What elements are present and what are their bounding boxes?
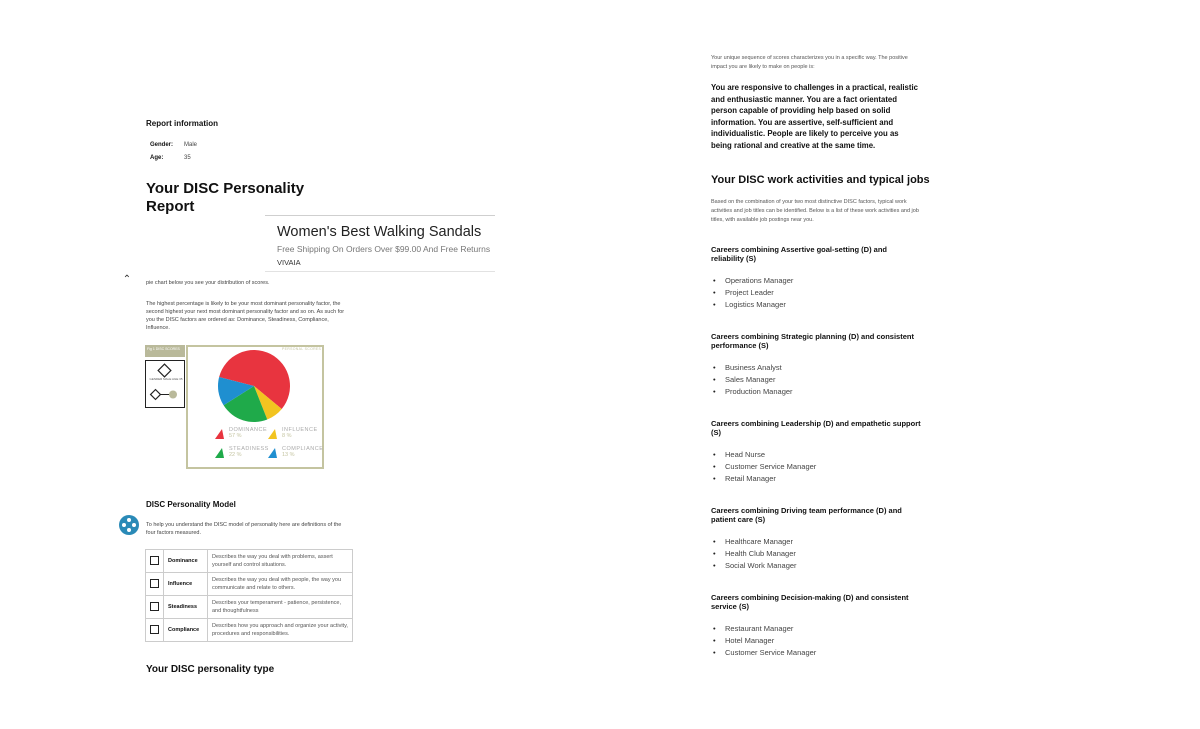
job-list <box>713 362 793 397</box>
ad-brand: VIVAIA <box>277 258 301 267</box>
legend-value: 8 % <box>282 433 292 439</box>
model-checkbox-cell <box>146 619 164 642</box>
job-item[interactable]: • Business Analyst <box>713 362 793 374</box>
chart-header: PERSONAL SCORES <box>282 347 322 351</box>
legend-label: STEADINESS <box>229 446 269 452</box>
dominant-factor-paragraph: The highest percentage is likely to be your most dominant personality factor, the second highest your next most dominant personality factor and so on. As such for you the DISC factors are ordered as: Dominance, Steadiness, Compliance, Influence. <box>146 301 345 331</box>
chevron-up-icon: ⌃ <box>122 274 132 285</box>
job-item[interactable]: • Hotel Manager <box>713 635 816 647</box>
job-item[interactable]: • Production Manager <box>713 386 793 398</box>
report-title: Your DISC Personality Report <box>146 180 305 215</box>
job-item[interactable]: • Project Leader <box>713 287 793 299</box>
job-item[interactable]: • Restaurant Manager <box>713 623 816 635</box>
gender-row <box>150 142 197 148</box>
job-item[interactable]: • Social Work Manager <box>713 560 797 572</box>
legend-value: 57 % <box>229 433 242 439</box>
model-intro: To help you understand the DISC model of personality here are definitions of the four factors measured. <box>146 522 342 536</box>
jobs-heading: Your DISC work activities and typical jobs <box>711 174 930 186</box>
legend-label: DOMINANCE <box>229 427 268 433</box>
jobs-intro: Based on the combination of your two most distinctive DISC factors, typical work activities and job titles can be identified. Below is a list of these work activities and job titles, with available job postings near you. <box>711 199 919 223</box>
career-heading: Careers combining Decision-making (D) and consistent service (S) <box>711 593 909 611</box>
model-factor-desc: Describes your temperament - patience, persistence, and thoughtfulness <box>208 596 353 619</box>
age-label: Age: <box>150 155 164 161</box>
job-item[interactable]: • Operations Manager <box>713 275 793 287</box>
job-item[interactable]: • Sales Manager <box>713 374 793 386</box>
model-factor-name: Steadiness <box>164 596 208 619</box>
model-factor-name: Dominance <box>164 550 208 573</box>
job-list <box>713 623 816 658</box>
career-heading: Careers combining Strategic planning (D) and consistent performance (S) <box>711 332 914 350</box>
legend-triangle-icon <box>266 447 278 459</box>
legend-label: COMPLIANCE <box>282 446 324 452</box>
legend-triangle-icon <box>213 447 225 459</box>
job-item[interactable]: • Healthcare Manager <box>713 536 797 548</box>
model-factor-desc: Describes the way you deal with people, the way you communicate and relate to others. <box>208 573 353 596</box>
model-title: DISC Personality Model <box>146 500 236 509</box>
model-row-compliance <box>146 619 353 642</box>
model-factor-name: Influence <box>164 573 208 596</box>
model-row-dominance <box>146 550 353 573</box>
impact-intro: Your unique sequence of scores characterizes you in a specific way. The positive impact you are likely to make on people is: <box>711 55 908 70</box>
checkbox-icon[interactable] <box>150 579 159 588</box>
age-row <box>150 155 191 161</box>
model-checkbox-cell <box>146 550 164 573</box>
disc-model-icon <box>118 514 140 536</box>
job-list <box>713 449 816 484</box>
distribution-paragraph: pie chart below you see your distribution of scores. <box>146 280 270 286</box>
model-factor-desc: Describes how you approach and organize your activity, procedures and responsibilities. <box>208 619 353 642</box>
job-item[interactable]: • Customer Service Manager <box>713 461 816 473</box>
job-item[interactable]: • Customer Service Manager <box>713 647 816 659</box>
model-row-steadiness <box>146 596 353 619</box>
checkbox-icon[interactable] <box>150 625 159 634</box>
job-list <box>713 275 793 310</box>
checkbox-icon[interactable] <box>150 556 159 565</box>
mini-figure-header: Fig 1 DISC SCORES <box>145 345 185 357</box>
model-row-influence <box>146 573 353 596</box>
checkbox-icon[interactable] <box>150 602 159 611</box>
legend-triangle-icon <box>266 428 278 440</box>
legend-label: INFLUENCE <box>282 427 318 433</box>
model-factor-name: Compliance <box>164 619 208 642</box>
mini-figure-box <box>145 360 185 408</box>
legend-value: 22 % <box>229 452 242 458</box>
career-heading: Careers combining Driving team performance (D) and patient care (S) <box>711 506 902 524</box>
gender-label: Gender: <box>150 142 174 148</box>
disc-model-table <box>145 549 353 642</box>
legend-value: 13 % <box>282 452 295 458</box>
ad-title[interactable]: Women's Best Walking Sandals <box>277 224 482 240</box>
job-item[interactable]: • Retail Manager <box>713 473 816 485</box>
disc-diamond-icon <box>146 361 183 406</box>
ad-subtitle: Free Shipping On Orders Over $99.00 And Free Returns <box>277 244 491 254</box>
age-value: 35 <box>184 155 191 161</box>
personality-type-heading: Your DISC personality type <box>146 664 275 675</box>
collapse-ad-button[interactable] <box>116 272 138 288</box>
advertisement-banner[interactable] <box>265 215 495 272</box>
report-information-heading: Report information <box>146 119 218 128</box>
mini-figure-caption: GENDER MALE AGE 35 <box>149 377 183 381</box>
career-heading: Careers combining Assertive goal-setting (D) and reliability (S) <box>711 245 888 263</box>
model-checkbox-cell <box>146 573 164 596</box>
impact-summary: You are responsive to challenges in a practical, realistic and enthusiastic manner. You are a fact orientated person capable of providing help based on solid information. You are assertive, self-sufficient and individualistic. People are likely to perceive you as being rational and creative at the same time. <box>711 83 918 150</box>
model-factor-desc: Describes the way you deal with problems, assert yourself and control situations. <box>208 550 353 573</box>
legend-triangle-icon <box>213 428 225 440</box>
model-checkbox-cell <box>146 596 164 619</box>
job-item[interactable]: • Health Club Manager <box>713 548 797 560</box>
job-item[interactable]: • Logistics Manager <box>713 299 793 311</box>
career-heading: Careers combining Leadership (D) and empathetic support (S) <box>711 419 921 437</box>
gender-value: Male <box>184 142 198 148</box>
job-item[interactable]: • Head Nurse <box>713 449 816 461</box>
disc-pie-chart <box>214 350 294 425</box>
job-list <box>713 536 797 571</box>
